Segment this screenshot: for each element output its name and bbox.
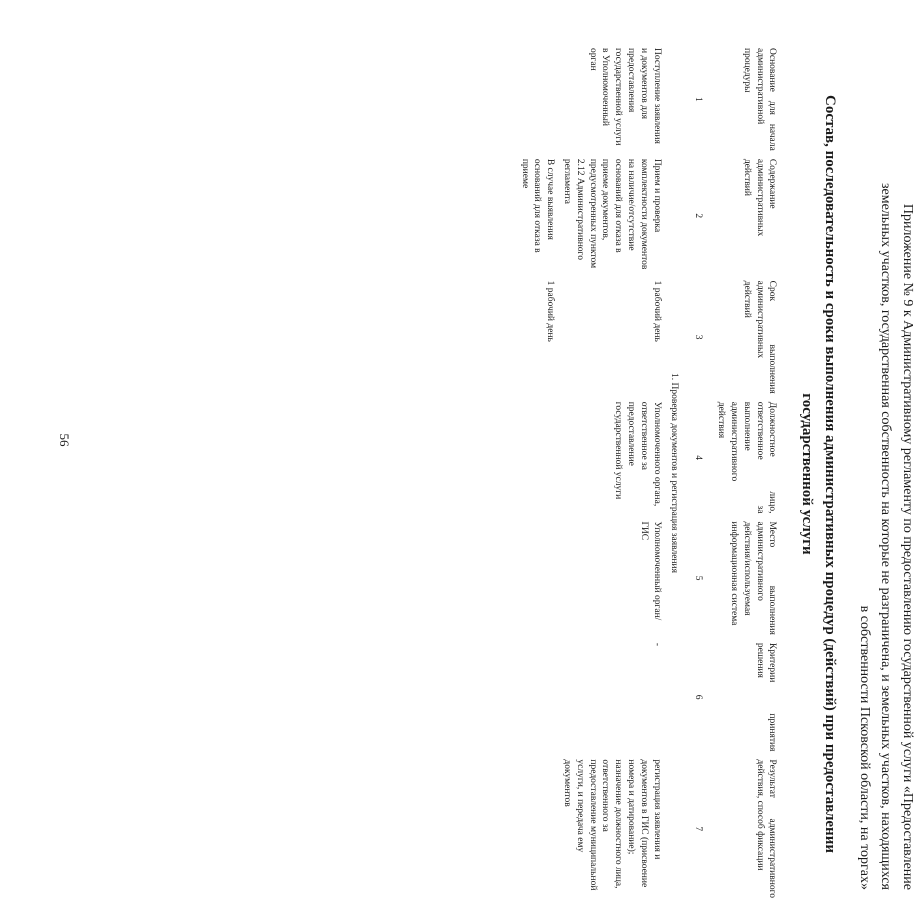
annex-caption: [853, 44, 918, 904]
column-number: 5: [693, 575, 704, 581]
header-cell: Критерии принятия решения: [754, 642, 778, 752]
table-cell: [516, 398, 558, 518]
table-cell: Уполномоченный орган/ГИС: [638, 521, 662, 621]
table-header-row: [712, 44, 780, 902]
header-cell: Основание для начала административной процедуры: [741, 48, 778, 151]
rotated-content: [388, 44, 918, 904]
column-number: 6: [693, 694, 704, 700]
column-number: 4: [693, 455, 704, 460]
column-number: 3: [693, 334, 704, 340]
table-cell: [516, 517, 558, 638]
table-cell: [516, 755, 558, 902]
table-cell: Поступление заявления и документов для предоставления государственной услуги в Уполномоченный орган: [587, 48, 662, 146]
table-cell: В случае выявления оснований для отказа в приеме: [519, 158, 556, 253]
table-cell: [516, 44, 558, 155]
column-number: 1: [693, 97, 704, 102]
annex-line: в собственности Псковской области, на торгах»: [856, 605, 872, 890]
title-line: Состав, последовательность и сроки выполнения административных процедур (действий) при предоставлении: [821, 95, 838, 853]
table-cell: Прием и проверка комплектности документов на наличие/отсутствие оснований для отказа в приеме документов, предусмотренных пунктом 2.12 Административного регламента: [562, 158, 662, 270]
table-cell: 1 рабочий день: [651, 280, 662, 342]
header-cell: Должностное лицо, ответственное за выполнение административного действия: [716, 401, 778, 514]
annex-line: земельных участков, государственная собственность на которые не разграничена, и земельных участков, находящихся: [878, 182, 894, 890]
table-cell: регистрация заявления и документов в ГИС (присвоение номера и датирование); назначение должностного лица, ответственного за предоставление муниципальной услуги, и передача ему документов: [562, 759, 662, 891]
title-line: государственной услуги: [798, 393, 815, 555]
table-cell: 1 рабочий день: [545, 280, 556, 342]
annex-line: Приложение № 9 к Административному регламенту по предоставлению государственной услуги «Предоставление: [900, 203, 915, 890]
column-number-row: [682, 44, 713, 902]
procedures-table: [516, 44, 781, 902]
header-cell: Содержание административных действий: [741, 158, 778, 237]
document-title: [794, 44, 841, 904]
header-cell: Срок выполнения административных действий: [741, 280, 778, 394]
column-number: 7: [693, 826, 704, 832]
header-cell: Место выполнения административного действия/используемая информационная система: [729, 521, 778, 635]
table-cell: Уполномоченного органа, ответственное за предоставление государственной услуги: [613, 401, 662, 507]
table-cell: -: [651, 642, 662, 647]
table-row: [516, 44, 558, 902]
header-cell: Результат административного действия, способ фиксации: [754, 759, 778, 898]
table-cell: [516, 639, 558, 756]
section-title: 1. Проверка документов и регистрация заявления: [668, 373, 679, 573]
column-number: 2: [693, 213, 704, 219]
page-number: 56: [57, 433, 72, 447]
table-row: [558, 44, 665, 902]
section-row: [665, 44, 682, 902]
